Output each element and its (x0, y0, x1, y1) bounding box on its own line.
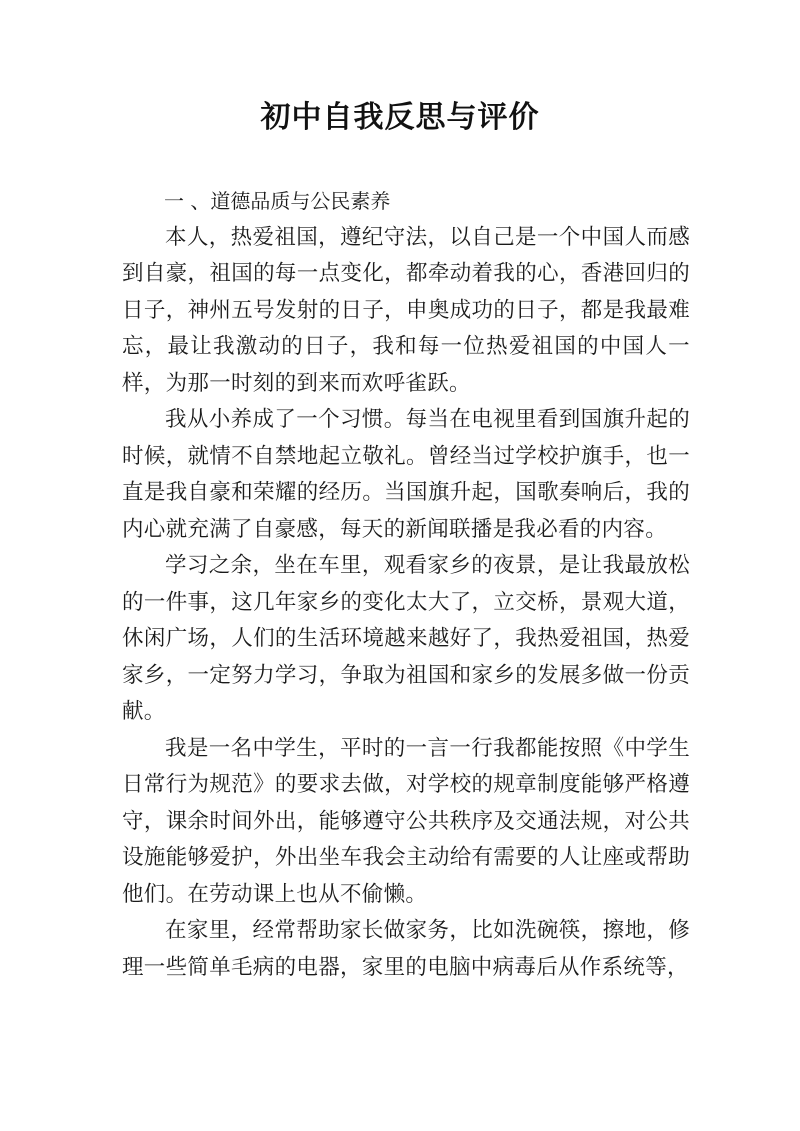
paragraph-conduct: 我是一名中学生，平时的一言一行我都能按照《中学生日常行为规范》的要求去做，对学校的规章制度能够严格遵守，课余时间外出，能够遵守公共秩序及交通法规，对公共设施能够爱护，外出坐车我会主动给有需要的人让座或帮助他们。在劳动课上也从不偷懒。 (122, 735, 690, 907)
paragraph-flag-habit: 我从小养成了一个习惯。每当在电视里看到国旗升起的时候，就情不自禁地起立敬礼。曾经当过学校护旗手，也一直是我自豪和荣耀的经历。当国旗升起，国歌奏响后，我的内心就充满了自豪感，每天的新闻联播是我必看的内容。 (122, 407, 690, 542)
document-body (122, 183, 690, 986)
document-title: 初中自我反思与评价 (260, 100, 540, 135)
section-heading: 一 、道德品质与公民素养 (164, 189, 391, 213)
paragraph-patriotism: 本人，热爱祖国，遵纪守法，以自己是一个中国人而感到自豪，祖国的每一点变化，都牵动着我的心，香港回归的日子，神州五号发射的日子，申奥成功的日子，都是我最难忘，最让我激动的日子，我和每一位热爱祖国的中国人一样，为那一时刻的到来而欢呼雀跃。 (122, 224, 690, 396)
paragraph-hometown: 学习之余，坐在车里，观看家乡的夜景，是让我最放松的一件事，这几年家乡的变化太大了，立交桥，景观大道，休闲广场，人们的生活环境越来越好了，我热爱祖国，热爱家乡，一定努力学习，争取为祖国和家乡的发展多做一份贡献。 (122, 553, 690, 724)
paragraph-housework: 在家里，经常帮助家长做家务，比如洗碗筷，擦地，修理一些简单毛病的电器，家里的电脑中病毒后从作系统等， (122, 918, 690, 980)
